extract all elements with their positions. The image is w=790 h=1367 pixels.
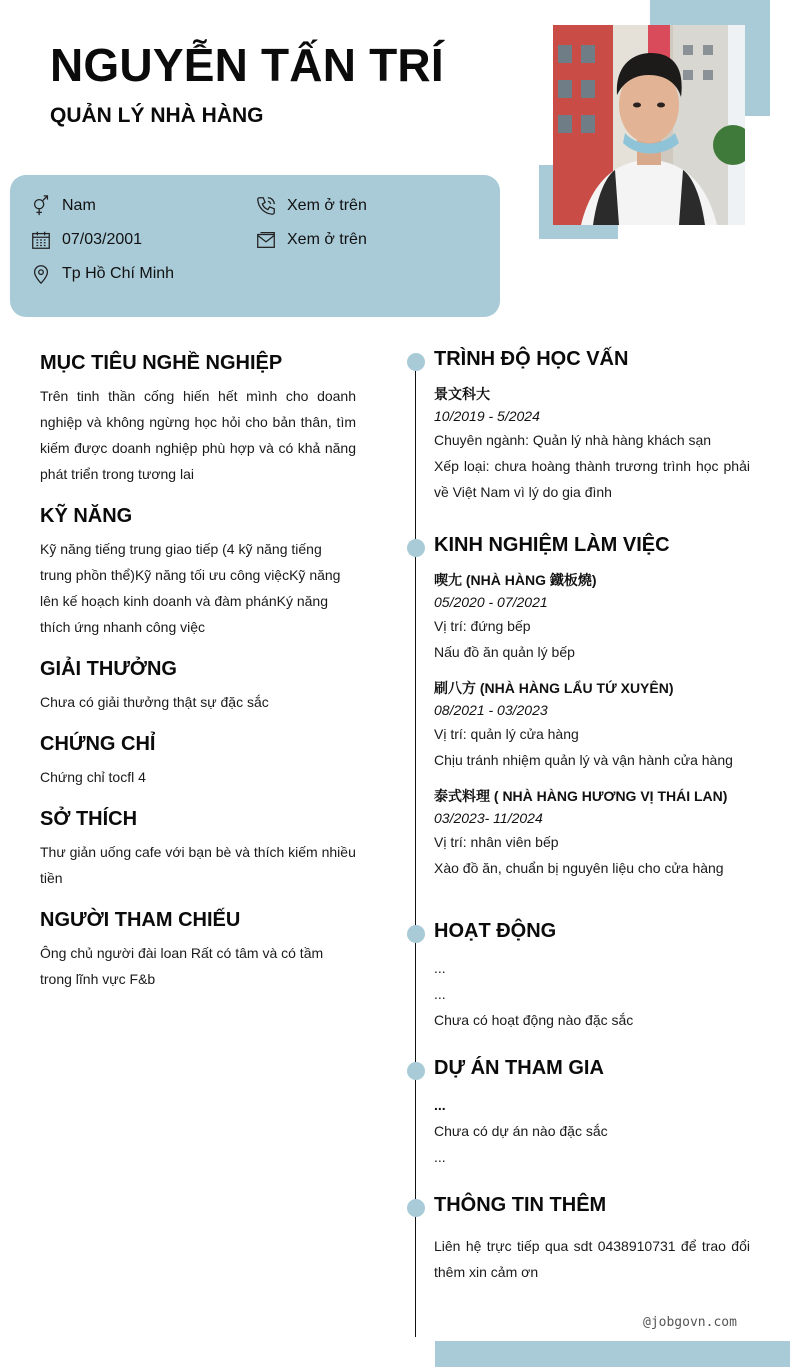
experience-section: [434, 534, 750, 893]
job-description: Nấu đồ ăn quản lý bếp: [434, 644, 575, 660]
job-entry: [434, 785, 750, 881]
activities-line: ...: [434, 960, 446, 976]
education-school: 景文科大: [434, 386, 490, 402]
timeline-dot-projects: [407, 1062, 425, 1080]
skills-title: KỸ NĂNG: [40, 505, 133, 527]
activities-section: [434, 920, 750, 1033]
projects-line: Chưa có dự án nào đặc sắc: [434, 1123, 608, 1139]
job-entry: [434, 569, 750, 665]
awards-text: Chưa có giải thưởng thật sự đặc sắc: [40, 694, 269, 710]
job-entry: [434, 677, 750, 773]
objective-title: MỤC TIÊU NGHỀ NGHIỆP: [40, 352, 283, 374]
calendar-icon: [30, 229, 52, 251]
projects-title: DỰ ÁN THAM GIA: [434, 1057, 604, 1079]
job-period: 03/2023- 11/2024: [434, 810, 543, 826]
gender-value: Nam: [62, 197, 96, 214]
email-value: Xem ở trên: [287, 231, 367, 248]
hobbies-title: SỞ THÍCH: [40, 808, 138, 830]
skills-section: [40, 505, 356, 640]
education-section: [434, 348, 750, 505]
certificates-text: Chứng chỉ tocfl 4: [40, 769, 146, 785]
education-major: Chuyên ngành: Quản lý nhà hàng khách sạn: [434, 432, 712, 448]
references-section: [40, 909, 356, 992]
objective-text: Trên tinh thần cống hiến hết mình cho doanh nghiệp và không ngừng học hỏi cho bản thân, tìm kiếm được doanh nghiệp phù hợp và có khả năng phát triển trong tương lai: [40, 388, 356, 482]
job-company: 刷八方 (NHÀ HÀNG LẨU TỨ XUYÊN): [434, 680, 674, 696]
timeline-dot-activities: [407, 925, 425, 943]
job-position: Vị trí: quản lý cửa hàng: [434, 726, 579, 742]
job-period: 05/2020 - 07/2021: [434, 594, 548, 610]
job-description: Chịu tránh nhiệm quản lý và vận hành cửa hàng: [434, 752, 733, 768]
job-title: QUẢN LÝ NHÀ HÀNG: [50, 104, 264, 127]
profile-photo: [553, 25, 745, 225]
activities-line: Chưa có hoạt động nào đặc sắc: [434, 1012, 634, 1028]
phone-icon: [255, 195, 277, 217]
projects-section: [434, 1057, 750, 1170]
footer-accent-bar: [435, 1341, 790, 1367]
skills-text: Kỹ năng tiếng trung giao tiếp (4 kỹ năng tiếng trung phồn thể)Kỹ năng tối ưu công việcKỹ năng lên kế hoạch kinh doanh và đàm phánKý năng thích ứng nhanh công việc: [40, 541, 341, 635]
activities-line: ...: [434, 986, 446, 1002]
activities-title: HOẠT ĐỘNG: [434, 920, 557, 942]
contact-birthday: [30, 229, 142, 251]
location-pin-icon: [30, 263, 52, 285]
awards-section: [40, 658, 356, 715]
mail-icon: [255, 229, 277, 251]
address-value: Tp Hồ Chí Minh: [62, 265, 175, 282]
watermark: @jobgovn.com: [643, 1315, 737, 1330]
projects-line: ...: [434, 1149, 446, 1165]
awards-title: GIẢI THƯỞNG: [40, 658, 177, 680]
candidate-name: NGUYỄN TẤN TRÍ: [50, 39, 444, 91]
contact-gender: [30, 195, 96, 217]
education-period: 10/2019 - 5/2024: [434, 408, 540, 424]
certificates-section: [40, 733, 356, 790]
job-position: Vị trí: đứng bếp: [434, 618, 531, 634]
hobbies-text: Thư giản uống cafe với bạn bè và thích kiếm nhiều tiền: [40, 844, 356, 886]
education-title: TRÌNH ĐỘ HỌC VẤN: [434, 348, 629, 370]
phone-value: Xem ở trên: [287, 197, 367, 214]
gender-icon: [30, 195, 52, 217]
hobbies-section: [40, 808, 356, 891]
timeline-dot-extra: [407, 1199, 425, 1217]
timeline-dot-education: [407, 353, 425, 371]
contact-info-panel: [10, 175, 500, 317]
contact-phone: [255, 195, 367, 217]
extra-info-title: THÔNG TIN THÊM: [434, 1194, 607, 1216]
contact-address: [30, 263, 174, 285]
timeline-dot-experience: [407, 539, 425, 557]
extra-info-section: [434, 1194, 750, 1285]
job-company: 泰式料理 ( NHÀ HÀNG HƯƠNG VỊ THÁI LAN): [434, 788, 728, 804]
job-position: Vị trí: nhân viên bếp: [434, 834, 559, 850]
left-column: [40, 352, 356, 1010]
extra-info-text: Liên hệ trực tiếp qua sdt 0438910731 để trao đổi thêm xin cảm ơn: [434, 1238, 750, 1280]
experience-title: KINH NGHIỆM LÀM VIỆC: [434, 534, 670, 556]
certificates-title: CHỨNG CHỈ: [40, 733, 156, 755]
objective-section: [40, 352, 356, 487]
birthday-value: 07/03/2001: [62, 231, 143, 248]
references-title: NGƯỜI THAM CHIẾU: [40, 909, 241, 931]
projects-heading: ...: [434, 1097, 446, 1113]
timeline-line: [415, 362, 416, 1337]
job-company: 喫尢 (NHÀ HÀNG 鐵板燒): [434, 572, 597, 588]
references-text: Ông chủ người đài loan Rất có tâm và có tầm trong lĩnh vực F&b: [40, 945, 324, 987]
job-period: 08/2021 - 03/2023: [434, 702, 548, 718]
education-note: Xếp loại: chưa hoàng thành trương trình học phải về Việt Nam vì lý do gia đình: [434, 458, 750, 500]
contact-email: [255, 229, 367, 251]
job-description: Xào đồ ăn, chuẩn bị nguyên liệu cho cửa hàng: [434, 860, 724, 876]
